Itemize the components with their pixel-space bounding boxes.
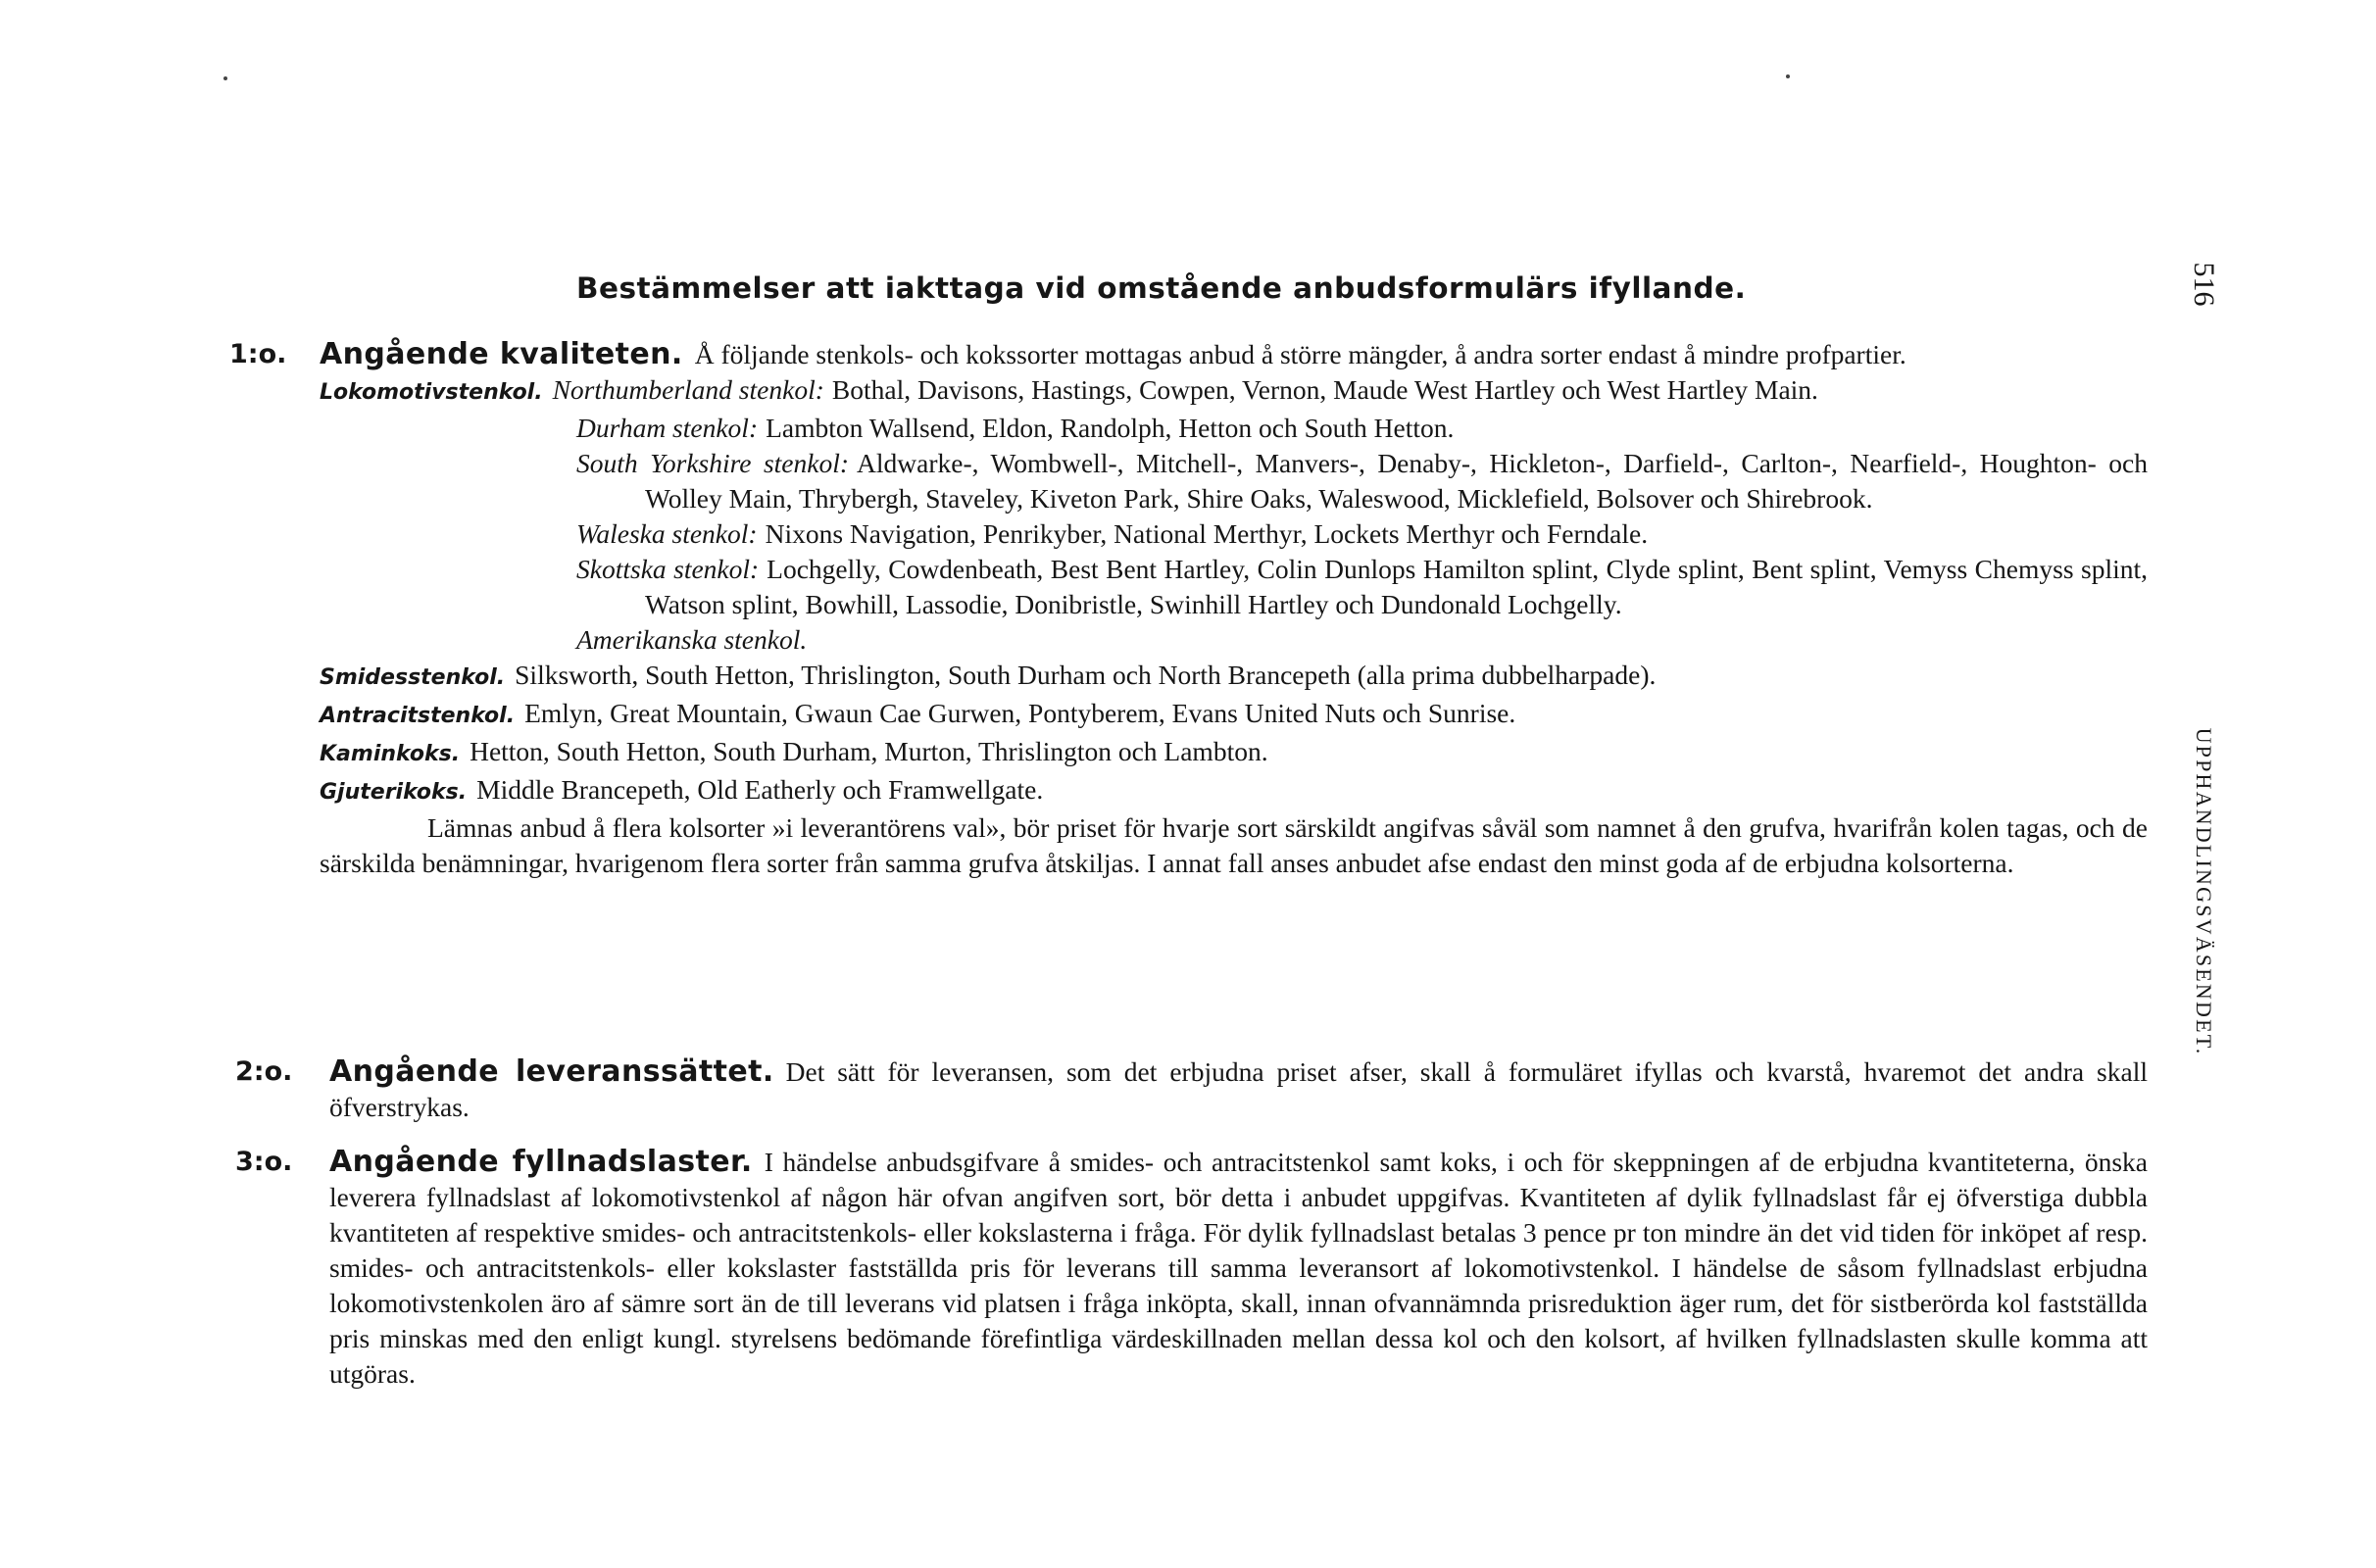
section-intro bbox=[320, 337, 2148, 372]
subregion-name: South Yorkshire stenkol: bbox=[576, 448, 850, 478]
subregion-text: Lambton Wallsend, Eldon, Randolph, Hetton och South Hetton. bbox=[766, 413, 1455, 443]
section-number: 1:o. bbox=[229, 339, 287, 369]
category-smides bbox=[320, 658, 2148, 696]
subregion-name: Northumberland stenkol: bbox=[552, 374, 824, 405]
category-label: Kaminkoks. bbox=[320, 742, 461, 766]
subregion-text: Aldwarke-, Wombwell-, Mitchell-, Manvers-, Denaby-, Hickleton-, Darfield-, Carlton-, Nearfield-, Houghton- och Wolley Main, Thrybergh, Staveley, Kiveton Park, Shire Oaks, Waleswood, Micklefield, Bolsover och Shirebrook. bbox=[645, 448, 2148, 514]
subregion-text: Bothal, Davisons, Hastings, Cowpen, Vernon, Maude West Hartley och West Hartley Main. bbox=[831, 374, 1818, 405]
category-text: Middle Brancepeth, Old Eatherly och Framwellgate. bbox=[476, 774, 1044, 805]
category-text: Hetton, South Hetton, South Durham, Murton, Thrislington och Lambton. bbox=[470, 736, 1268, 766]
lokomotiv-amerikanska bbox=[576, 622, 2148, 658]
page-number: 516 bbox=[2188, 262, 2220, 307]
intro-text: Å följande stenkols- och kokssorter mottagas anbud å större mängder, å andra sorter endast å mindre profpartier. bbox=[694, 339, 1906, 369]
section-heading: Angående kvaliteten. bbox=[320, 337, 683, 371]
subregion-name: Skottska stenkol: bbox=[576, 554, 760, 584]
lokomotiv-northumberland bbox=[320, 372, 2148, 411]
section-text: I händelse anbudsgifvare å smides- och antracitstenkol samt koks, i och för skeppningen af de erbjudna kvantiteterna, önska leverera fyllnadslast af lokomotivstenkol af någon här ofvan angifven sort, bör detta i anbudet uppgifvas. Kvantiteten af dylik fyllnadslast får ej öfverstiga dubbla kvantiteten af respektive smides- och antracitstenkols- eller kokslasterna i fråga. För dylik fyllnadslast betalas 3 pence pr ton mindre än det vid tiden för inköpet af resp. smides- och antracitstenkols- eller kokslaster fastställda pris för leverans till samma leveransort af lokomotivstenkol. I händelse de såsom fyllnadslast erbjudna lokomotivstenkolen äro af sämre sort än de till leverans vid platsen i fråga inköpta, skall, innan ofvannämnda prisreduktion äger rum, det för sistberörda kol fastställda pris minskas med den enligt kungl. styrelsens bedömande förefintliga värdeskillnaden mellan dessa kol och den kolsort, af hvilken fyllnadslasten skulle komma att utgöras. bbox=[329, 1147, 2148, 1389]
running-side-title: UPPHANDLINGSVÄSENDET. bbox=[2192, 727, 2216, 1056]
category-text: Emlyn, Great Mountain, Gwaun Cae Gurwen, Pontyberem, Evans United Nuts och Sunrise. bbox=[524, 698, 1516, 728]
lokomotiv-durham bbox=[576, 411, 2148, 446]
category-label-lokomotiv: Lokomotivstenkol. bbox=[320, 380, 543, 405]
speck bbox=[223, 76, 227, 80]
category-kaminkoks bbox=[320, 734, 2148, 772]
speck bbox=[1786, 74, 1790, 78]
category-antracit bbox=[320, 696, 2148, 734]
category-text: Silksworth, South Hetton, Thrislington, South Durham och North Brancepeth (alla prima dubbelharpade). bbox=[515, 660, 1657, 690]
subregion-text: Lochgelly, Cowdenbeath, Best Bent Hartley, Colin Dunlops Hamilton splint, Clyde splint, Bent splint, Vemyss Chemyss splint, Watson splint, Bowhill, Lassodie, Donibristle, Swinhill Hartley och Dundonald Lochgelly. bbox=[645, 554, 2148, 619]
subregion-name: Waleska stenkol: bbox=[576, 518, 758, 549]
category-label: Antracitstenkol. bbox=[320, 704, 516, 728]
page-title: Bestämmelser att iakttaga vid omstående anbudsformulärs ifyllande. bbox=[576, 271, 1747, 305]
lokomotiv-skottska bbox=[576, 552, 2148, 622]
lokomotiv-south-yorkshire bbox=[576, 446, 2148, 516]
section-closing: Lämnas anbud å flera kolsorter »i leverantörens val», bör priset för hvarje sort särskildt angifvas såväl som namnet å den grufva, hvarifrån kolen tagas, och de särskilda benämningar, hvarigenom flera sorter från samma grufva åtskiljas. I annat fall anses anbudet afse endast den minst goda af de erbjudna kolsorterna. bbox=[320, 812, 2148, 878]
category-label: Gjuterikoks. bbox=[320, 780, 468, 805]
subregion-text: Nixons Navigation, Penrikyber, National Merthyr, Lockets Merthyr och Ferndale. bbox=[765, 518, 1649, 549]
section-number: 3:o. bbox=[235, 1147, 293, 1177]
subregion-name: Durham stenkol: bbox=[576, 413, 759, 443]
category-label: Smidesstenkol. bbox=[320, 665, 506, 690]
subregion-name: Amerikanska stenkol. bbox=[576, 624, 808, 655]
section-heading: Angående fyllnadslaster. bbox=[329, 1145, 753, 1179]
section-heading: Angående leveranssättet. bbox=[329, 1054, 774, 1089]
section-number: 2:o. bbox=[235, 1056, 293, 1087]
category-gjuterikoks bbox=[320, 772, 2148, 810]
section-body bbox=[320, 337, 2148, 881]
section-body bbox=[329, 1054, 2148, 1125]
section-text: Det sätt för leveransen, som det erbjudna priset afser, skall å formuläret ifyllas och kvarstå, hvaremot det andra skall öfverstrykas. bbox=[329, 1056, 2148, 1122]
section-body bbox=[329, 1145, 2148, 1392]
lokomotiv-waleska bbox=[576, 516, 2148, 552]
